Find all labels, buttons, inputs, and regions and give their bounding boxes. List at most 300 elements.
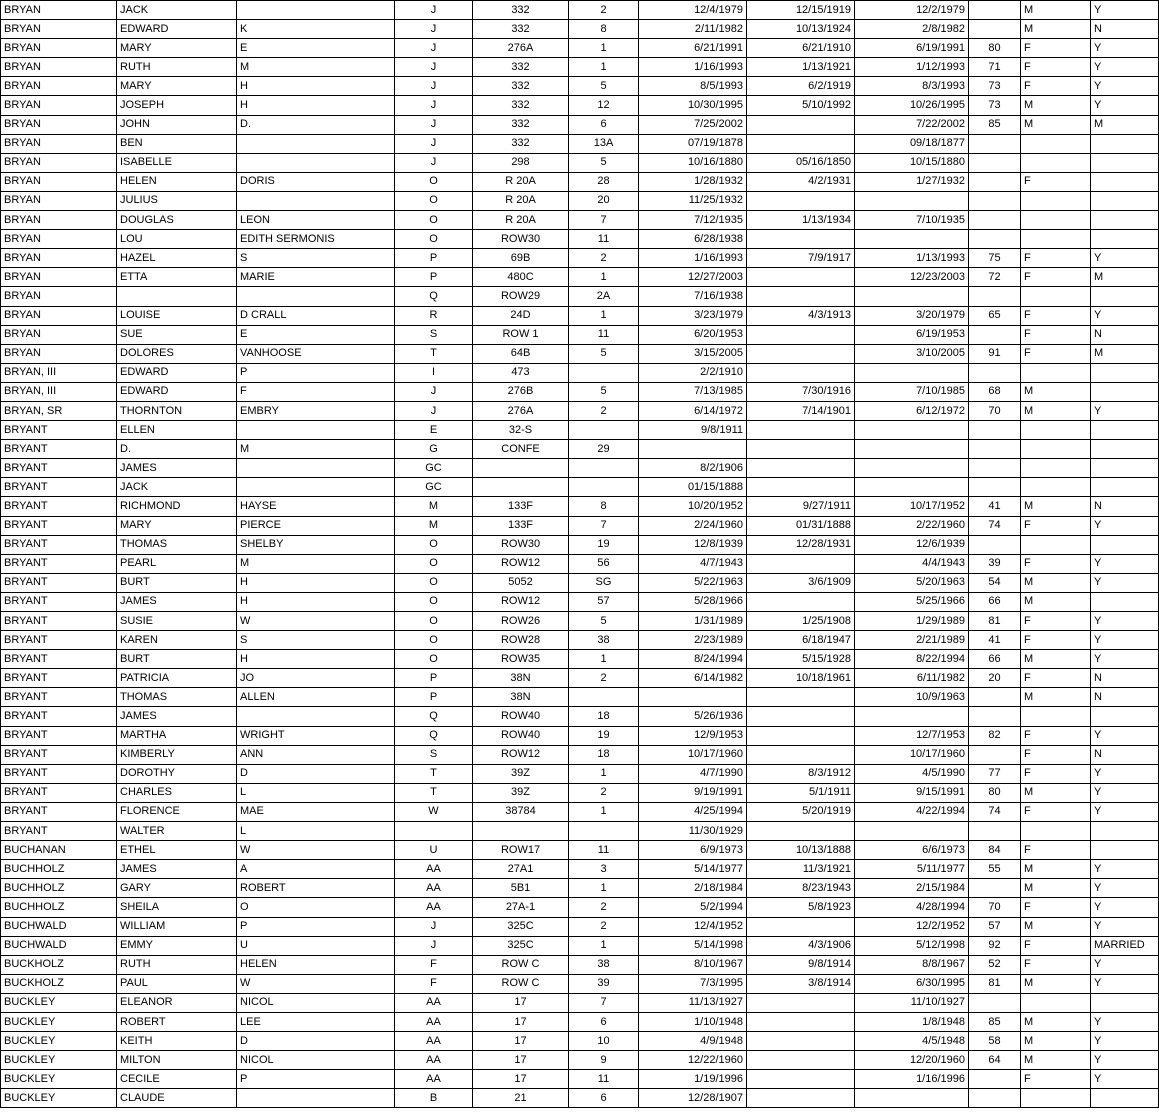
last-name-cell: BUCKLEY [1,1070,117,1089]
age-cell [969,172,1021,191]
section-cell: J [395,1,473,20]
table-row [1,841,1159,860]
grave-cell: 11 [569,841,639,860]
last-name-cell: BRYAN [1,58,117,77]
lot-cell: 276A [473,401,569,420]
grave-cell: 1 [569,764,639,783]
table-row [1,382,1159,401]
age-cell: 75 [969,249,1021,268]
middle-name-cell: M [237,440,395,459]
sex-cell: F [1021,936,1091,955]
section-cell: P [395,669,473,688]
burial-date-cell: 7/3/1995 [639,974,747,993]
age-cell: 85 [969,115,1021,134]
birth-date-cell [747,822,855,841]
first-name-cell: SHEILA [117,898,237,917]
section-cell: G [395,440,473,459]
last-name-cell: BRYAN [1,344,117,363]
table-row [1,974,1159,993]
section-cell: O [395,592,473,611]
burial-date-cell: 8/2/1906 [639,459,747,478]
lot-cell: 69B [473,249,569,268]
grave-cell: 1 [569,268,639,287]
status-cell: N [1091,669,1159,688]
sex-cell: F [1021,841,1091,860]
burial-date-cell: 8/5/1993 [639,77,747,96]
sex-cell: F [1021,669,1091,688]
burial-date-cell: 6/28/1938 [639,230,747,249]
lot-cell: 32-S [473,421,569,440]
last-name-cell: BRYANT [1,707,117,726]
middle-name-cell [237,1,395,20]
table-row [1,115,1159,134]
table-row [1,325,1159,344]
grave-cell [569,688,639,707]
table-row [1,134,1159,153]
age-cell: 58 [969,1032,1021,1051]
age-cell: 65 [969,306,1021,325]
birth-date-cell [747,554,855,573]
middle-name-cell: W [237,612,395,631]
birth-date-cell [747,707,855,726]
grave-cell: 2 [569,249,639,268]
first-name-cell: ELEANOR [117,993,237,1012]
lot-cell [473,478,569,497]
sex-cell [1021,459,1091,478]
section-cell: S [395,325,473,344]
first-name-cell: BURT [117,573,237,592]
section-cell: O [395,535,473,554]
sex-cell [1021,153,1091,172]
burial-date-cell: 5/14/1977 [639,860,747,879]
death-date-cell: 7/10/1935 [855,211,969,230]
sex-cell: F [1021,516,1091,535]
last-name-cell: BUCKLEY [1,993,117,1012]
first-name-cell: JOHN [117,115,237,134]
last-name-cell: BRYANT [1,688,117,707]
grave-cell: 39 [569,974,639,993]
lot-cell: 21 [473,1089,569,1108]
burial-date-cell: 6/21/1991 [639,39,747,58]
status-cell: Y [1091,974,1159,993]
death-date-cell: 4/4/1943 [855,554,969,573]
age-cell: 92 [969,936,1021,955]
section-cell: P [395,688,473,707]
death-date-cell: 5/20/1963 [855,573,969,592]
birth-date-cell: 01/31/1888 [747,516,855,535]
death-date-cell [855,230,969,249]
death-date-cell [855,707,969,726]
table-row [1,783,1159,802]
grave-cell: 1 [569,879,639,898]
burial-date-cell: 4/7/1943 [639,554,747,573]
first-name-cell: DOUGLAS [117,211,237,230]
status-cell: Y [1091,802,1159,821]
sex-cell [1021,707,1091,726]
middle-name-cell: WRIGHT [237,726,395,745]
grave-cell: 19 [569,535,639,554]
middle-name-cell: ALLEN [237,688,395,707]
status-cell [1091,592,1159,611]
first-name-cell: D. [117,440,237,459]
death-date-cell [855,1089,969,1108]
table-row [1,497,1159,516]
birth-date-cell [747,1089,855,1108]
last-name-cell: BRYAN [1,211,117,230]
death-date-cell [855,459,969,478]
age-cell: 55 [969,860,1021,879]
birth-date-cell [747,688,855,707]
section-cell: I [395,363,473,382]
last-name-cell: BUCHHOLZ [1,898,117,917]
grave-cell: 2 [569,917,639,936]
records-body [1,1,1159,1108]
table-row [1,936,1159,955]
section-cell: W [395,802,473,821]
status-cell: Y [1091,1,1159,20]
age-cell: 81 [969,974,1021,993]
first-name-cell: CECILE [117,1070,237,1089]
first-name-cell: DOLORES [117,344,237,363]
table-row [1,822,1159,841]
status-cell [1091,134,1159,153]
sex-cell [1021,134,1091,153]
table-row [1,898,1159,917]
first-name-cell: GARY [117,879,237,898]
last-name-cell: BUCKLEY [1,1032,117,1051]
last-name-cell: BRYAN, SR [1,401,117,420]
middle-name-cell: D. [237,115,395,134]
table-row [1,917,1159,936]
sex-cell: M [1021,650,1091,669]
middle-name-cell: H [237,573,395,592]
age-cell: 39 [969,554,1021,573]
lot-cell: ROW40 [473,707,569,726]
first-name-cell: BEN [117,134,237,153]
grave-cell [569,363,639,382]
status-cell: Y [1091,1070,1159,1089]
sex-cell: F [1021,955,1091,974]
section-cell: O [395,211,473,230]
sex-cell: F [1021,898,1091,917]
status-cell: M [1091,115,1159,134]
middle-name-cell: HAYSE [237,497,395,516]
sex-cell: M [1021,96,1091,115]
status-cell [1091,191,1159,210]
last-name-cell: BRYAN [1,20,117,39]
lot-cell: 5052 [473,573,569,592]
middle-name-cell: P [237,363,395,382]
middle-name-cell: S [237,631,395,650]
last-name-cell: BRYAN, III [1,363,117,382]
status-cell: Y [1091,860,1159,879]
death-date-cell: 2/8/1982 [855,20,969,39]
table-row [1,955,1159,974]
table-row [1,211,1159,230]
first-name-cell: JAMES [117,860,237,879]
section-cell: F [395,955,473,974]
burial-date-cell: 4/9/1948 [639,1032,747,1051]
age-cell: 82 [969,726,1021,745]
status-cell: Y [1091,1032,1159,1051]
section-cell: J [395,115,473,134]
first-name-cell: SUE [117,325,237,344]
last-name-cell: BRYAN [1,249,117,268]
death-date-cell: 6/30/1995 [855,974,969,993]
lot-cell: 17 [473,1032,569,1051]
sex-cell: F [1021,249,1091,268]
sex-cell: F [1021,58,1091,77]
burial-date-cell: 10/30/1995 [639,96,747,115]
status-cell: N [1091,745,1159,764]
last-name-cell: BRYAN [1,268,117,287]
sex-cell [1021,1089,1091,1108]
last-name-cell: BUCKLEY [1,1089,117,1108]
status-cell: N [1091,688,1159,707]
age-cell: 71 [969,58,1021,77]
death-date-cell: 10/9/1963 [855,688,969,707]
birth-date-cell [747,134,855,153]
status-cell: N [1091,20,1159,39]
grave-cell: 20 [569,191,639,210]
death-date-cell: 6/12/1972 [855,401,969,420]
burial-date-cell: 2/2/1910 [639,363,747,382]
first-name-cell: ROBERT [117,1012,237,1031]
middle-name-cell: H [237,96,395,115]
status-cell: N [1091,325,1159,344]
middle-name-cell: E [237,325,395,344]
section-cell: J [395,96,473,115]
burial-date-cell: 7/25/2002 [639,115,747,134]
table-row [1,230,1159,249]
section-cell: AA [395,1070,473,1089]
lot-cell: 17 [473,1051,569,1070]
death-date-cell: 5/11/1977 [855,860,969,879]
birth-date-cell: 7/14/1901 [747,401,855,420]
middle-name-cell: ANN [237,745,395,764]
sex-cell: M [1021,879,1091,898]
first-name-cell: THOMAS [117,535,237,554]
grave-cell: 6 [569,115,639,134]
lot-cell: CONFE [473,440,569,459]
lot-cell: ROW26 [473,612,569,631]
burial-date-cell: 11/25/1932 [639,191,747,210]
birth-date-cell [747,230,855,249]
last-name-cell: BUCKHOLZ [1,974,117,993]
last-name-cell: BRYAN [1,134,117,153]
grave-cell: 7 [569,211,639,230]
grave-cell: 56 [569,554,639,573]
age-cell: 52 [969,955,1021,974]
section-cell: T [395,764,473,783]
age-cell [969,688,1021,707]
burial-date-cell: 1/10/1948 [639,1012,747,1031]
grave-cell: 6 [569,1089,639,1108]
last-name-cell: BRYAN [1,77,117,96]
middle-name-cell: H [237,650,395,669]
burial-date-cell: 12/9/1953 [639,726,747,745]
lot-cell: 27A1 [473,860,569,879]
burial-date-cell: 4/25/1994 [639,802,747,821]
status-cell: Y [1091,554,1159,573]
age-cell [969,191,1021,210]
age-cell [969,1,1021,20]
sex-cell [1021,440,1091,459]
burial-date-cell: 3/23/1979 [639,306,747,325]
grave-cell: 2 [569,401,639,420]
lot-cell: ROW40 [473,726,569,745]
burial-date-cell: 9/19/1991 [639,783,747,802]
middle-name-cell: P [237,1070,395,1089]
section-cell: AA [395,879,473,898]
middle-name-cell: NICOL [237,993,395,1012]
grave-cell: 2 [569,1,639,20]
lot-cell: 27A-1 [473,898,569,917]
burial-date-cell: 7/13/1985 [639,382,747,401]
status-cell: M [1091,344,1159,363]
section-cell: J [395,77,473,96]
middle-name-cell: H [237,77,395,96]
sex-cell: F [1021,77,1091,96]
birth-date-cell: 5/20/1919 [747,802,855,821]
sex-cell: F [1021,802,1091,821]
section-cell: O [395,573,473,592]
middle-name-cell: E [237,39,395,58]
age-cell: 64 [969,1051,1021,1070]
first-name-cell: MARY [117,39,237,58]
middle-name-cell: NICOL [237,1051,395,1070]
age-cell: 57 [969,917,1021,936]
table-row [1,745,1159,764]
lot-cell: 325C [473,917,569,936]
status-cell: Y [1091,39,1159,58]
last-name-cell: BUCHHOLZ [1,860,117,879]
burial-date-cell: 1/31/1989 [639,612,747,631]
status-cell: Y [1091,249,1159,268]
status-cell [1091,822,1159,841]
table-row [1,535,1159,554]
age-cell [969,478,1021,497]
status-cell [1091,172,1159,191]
first-name-cell: RUTH [117,955,237,974]
birth-date-cell [747,726,855,745]
table-row [1,669,1159,688]
age-cell: 74 [969,516,1021,535]
lot-cell: 332 [473,20,569,39]
first-name-cell: THOMAS [117,688,237,707]
middle-name-cell [237,134,395,153]
age-cell: 80 [969,783,1021,802]
section-cell: AA [395,1032,473,1051]
table-row [1,459,1159,478]
status-cell: Y [1091,58,1159,77]
first-name-cell: BURT [117,650,237,669]
burial-date-cell: 2/11/1982 [639,20,747,39]
status-cell [1091,363,1159,382]
grave-cell: 1 [569,650,639,669]
birth-date-cell: 5/1/1911 [747,783,855,802]
last-name-cell: BUCHHOLZ [1,879,117,898]
age-cell: 84 [969,841,1021,860]
middle-name-cell [237,459,395,478]
last-name-cell: BRYANT [1,726,117,745]
grave-cell: 8 [569,497,639,516]
burial-date-cell: 12/22/1960 [639,1051,747,1070]
section-cell: AA [395,860,473,879]
status-cell: M [1091,268,1159,287]
burial-date-cell: 6/20/1953 [639,325,747,344]
first-name-cell: ISABELLE [117,153,237,172]
lot-cell: 332 [473,58,569,77]
death-date-cell: 1/16/1996 [855,1070,969,1089]
death-date-cell: 12/23/2003 [855,268,969,287]
burial-date-cell: 1/16/1993 [639,249,747,268]
death-date-cell: 4/28/1994 [855,898,969,917]
last-name-cell: BRYANT [1,592,117,611]
death-date-cell: 8/22/1994 [855,650,969,669]
last-name-cell: BRYANT [1,459,117,478]
last-name-cell: BRYANT [1,478,117,497]
death-date-cell: 7/22/2002 [855,115,969,134]
status-cell: Y [1091,955,1159,974]
sex-cell: F [1021,745,1091,764]
status-cell: Y [1091,306,1159,325]
section-cell: J [395,58,473,77]
grave-cell [569,478,639,497]
age-cell [969,230,1021,249]
last-name-cell: BRYANT [1,822,117,841]
burial-date-cell: 12/8/1939 [639,535,747,554]
birth-date-cell: 6/18/1947 [747,631,855,650]
age-cell: 66 [969,650,1021,669]
birth-date-cell: 1/13/1921 [747,58,855,77]
birth-date-cell: 1/13/1934 [747,211,855,230]
age-cell: 70 [969,898,1021,917]
status-cell [1091,153,1159,172]
status-cell [1091,382,1159,401]
age-cell [969,459,1021,478]
middle-name-cell: U [237,936,395,955]
first-name-cell: PEARL [117,554,237,573]
lot-cell [473,459,569,478]
sex-cell [1021,993,1091,1012]
birth-date-cell: 10/18/1961 [747,669,855,688]
last-name-cell: BRYAN [1,230,117,249]
lot-cell: 17 [473,1012,569,1031]
table-row [1,592,1159,611]
first-name-cell: KIMBERLY [117,745,237,764]
sex-cell [1021,287,1091,306]
burial-date-cell: 6/14/1982 [639,669,747,688]
section-cell: J [395,936,473,955]
first-name-cell: JAMES [117,459,237,478]
death-date-cell: 10/17/1960 [855,745,969,764]
lot-cell: R 20A [473,172,569,191]
table-row [1,631,1159,650]
birth-date-cell: 4/3/1913 [747,306,855,325]
table-row [1,707,1159,726]
birth-date-cell: 10/13/1888 [747,841,855,860]
section-cell: M [395,497,473,516]
lot-cell: 332 [473,1,569,20]
status-cell: Y [1091,898,1159,917]
sex-cell: F [1021,612,1091,631]
section-cell: O [395,554,473,573]
birth-date-cell: 3/6/1909 [747,573,855,592]
lot-cell: 24D [473,306,569,325]
burial-date-cell: 8/10/1967 [639,955,747,974]
section-cell: E [395,421,473,440]
